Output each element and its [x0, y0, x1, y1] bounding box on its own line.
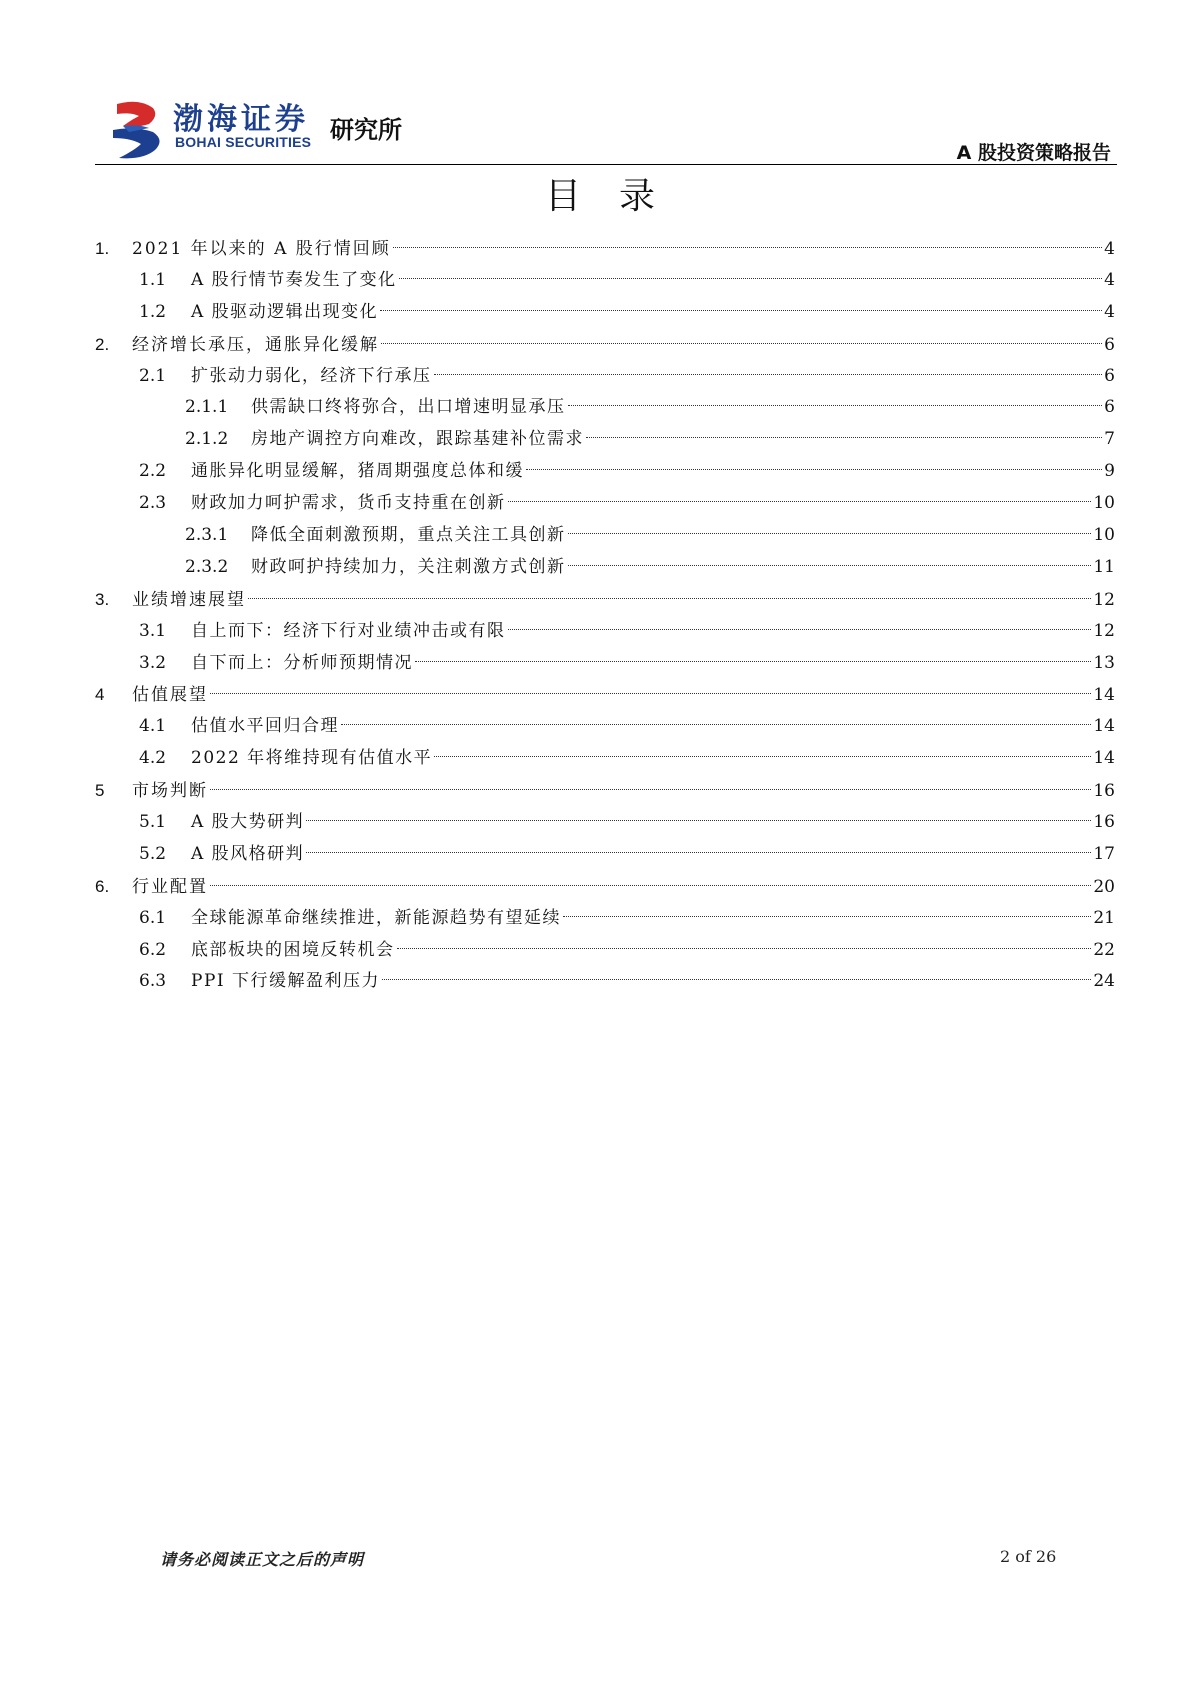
- toc-entry-title: 业绩增速展望: [132, 589, 246, 610]
- toc-leader-dots: [508, 629, 1092, 630]
- toc-leader-dots: [248, 598, 1091, 599]
- toc-leader-dots: [380, 310, 1102, 311]
- toc-entry-number: 1.1: [139, 269, 167, 290]
- toc-entry-title: 2021 年以来的 A 股行情回顾: [132, 239, 391, 259]
- toc-entry-number: 2.2: [139, 461, 167, 482]
- toc-entry[interactable]: [95, 966, 1115, 998]
- toc-leader-dots: [434, 756, 1091, 757]
- toc-entry[interactable]: [95, 297, 1115, 329]
- toc-entry-title: 房地产调控方向难改，跟踪基建补位需求: [251, 429, 584, 450]
- toc-entry[interactable]: [95, 903, 1115, 935]
- toc-entry-number: 4: [95, 685, 105, 705]
- toc-leader-dots: [526, 469, 1102, 470]
- brand-name-en: BOHAI SECURITIES: [175, 134, 312, 150]
- toc-entry[interactable]: [95, 520, 1115, 552]
- toc-entry[interactable]: [95, 329, 1115, 361]
- toc-entry-title: 降低全面刺激预期，重点关注工具创新: [251, 525, 566, 546]
- toc-entry-title: 经济增长承压，通胀异化缓解: [132, 334, 379, 355]
- toc-entry[interactable]: [95, 775, 1115, 807]
- toc-entry-title: 通胀异化明显缓解，猪周期强度总体和缓: [191, 461, 524, 482]
- toc-entry-number: 2.1.2: [185, 429, 229, 450]
- toc-entry[interactable]: [95, 488, 1115, 520]
- toc-entry-page: 14: [1093, 748, 1115, 769]
- brand-name-cn: 渤海证券: [173, 102, 309, 137]
- toc-entry-page: 14: [1093, 685, 1115, 706]
- toc-entry-title: A 股行情节奏发生了变化: [191, 269, 397, 290]
- toc-entry-title: 自上而下：经济下行对业绩冲击或有限: [191, 620, 506, 641]
- toc-entry-title: 供需缺口终将弥合，出口增速明显承压: [251, 397, 566, 418]
- toc-leader-dots: [393, 247, 1102, 248]
- toc-entry-number: 2.: [95, 334, 110, 354]
- toc-entry-number: 3.: [95, 589, 110, 609]
- toc-title: 目录: [544, 176, 693, 217]
- toc-entry-page: 12: [1093, 589, 1115, 610]
- toc-leader-dots: [563, 916, 1091, 917]
- toc-entry-page: 24: [1093, 971, 1115, 992]
- toc-entry-title: 自下而上：分析师预期情况: [191, 652, 413, 673]
- toc-entry-title: 估值展望: [132, 685, 208, 706]
- toc-entry-page: 4: [1104, 239, 1115, 259]
- toc-entry-number: 2.1: [139, 365, 167, 386]
- toc-entry[interactable]: [95, 265, 1115, 297]
- toc-entry[interactable]: [95, 743, 1115, 775]
- toc-entry[interactable]: [95, 648, 1115, 680]
- toc-leader-dots: [210, 885, 1091, 886]
- toc-leader-dots: [397, 948, 1092, 949]
- toc-leader-dots: [434, 374, 1103, 375]
- toc-entry-number: 2.3: [139, 493, 167, 514]
- toc-entry-page: 21: [1093, 907, 1115, 928]
- toc-entry-number: 6.1: [139, 907, 167, 928]
- toc-entry[interactable]: [95, 679, 1115, 711]
- toc-entry-page: 6: [1104, 365, 1115, 386]
- toc-entry[interactable]: [95, 711, 1115, 743]
- toc-entry-page: 16: [1093, 812, 1115, 833]
- page-number: 2 of 26: [1000, 1547, 1057, 1566]
- toc-entry[interactable]: [95, 361, 1115, 393]
- toc-leader-dots: [381, 343, 1102, 344]
- toc-entry-page: 10: [1093, 525, 1115, 546]
- toc-leader-dots: [382, 979, 1091, 980]
- toc-entry-number: 6.: [95, 876, 110, 896]
- toc-entry[interactable]: [95, 233, 1115, 265]
- toc-entry[interactable]: [95, 424, 1115, 456]
- toc-entry-title: 底部板块的困境反转机会: [191, 939, 395, 960]
- toc-entry-page: 14: [1093, 716, 1115, 737]
- toc-entry-page: 9: [1104, 461, 1115, 482]
- toc-entry-number: 5.2: [139, 843, 167, 864]
- toc-entry-page: 16: [1093, 781, 1115, 802]
- toc-entry[interactable]: [95, 616, 1115, 648]
- toc-entry-page: 6: [1104, 334, 1115, 355]
- toc-entry-title: 扩张动力弱化，经济下行承压: [191, 365, 432, 386]
- bohai-logo-icon: [109, 98, 167, 160]
- toc-entry-title: A 股风格研判: [191, 843, 305, 864]
- toc-entry-number: 3.1: [139, 620, 167, 641]
- toc-entry-number: 6.2: [139, 939, 167, 960]
- toc-entry-page: 11: [1093, 556, 1115, 577]
- report-type: A 股投资策略报告: [956, 142, 1111, 164]
- toc-entry-number: 1.: [95, 239, 110, 258]
- toc-entry[interactable]: [95, 392, 1115, 424]
- toc-leader-dots: [341, 724, 1091, 725]
- toc-entry-page: 7: [1104, 429, 1115, 450]
- toc-entry-title: 全球能源革命继续推进，新能源趋势有望延续: [191, 907, 561, 928]
- toc-entry-number: 6.3: [139, 971, 167, 992]
- toc-entry[interactable]: [95, 552, 1115, 584]
- toc-entry-page: 20: [1093, 876, 1115, 897]
- toc-entry[interactable]: [95, 807, 1115, 839]
- toc-leader-dots: [568, 533, 1092, 534]
- toc-leader-dots: [399, 278, 1102, 279]
- toc-leader-dots: [306, 852, 1091, 853]
- toc-leader-dots: [210, 789, 1091, 790]
- toc-entry-number: 5: [95, 781, 105, 801]
- toc-entry-page: 17: [1093, 843, 1115, 864]
- toc-entry-title: 财政呵护持续加力，关注刺激方式创新: [251, 556, 566, 577]
- report-header: [95, 92, 1117, 164]
- toc-entry-page: 12: [1093, 620, 1115, 641]
- toc-entry-title: 市场判断: [132, 781, 208, 802]
- toc-leader-dots: [210, 693, 1091, 694]
- toc-leader-dots: [306, 820, 1091, 821]
- toc-entry-number: 4.2: [139, 748, 167, 769]
- toc-entry-page: 10: [1093, 493, 1115, 514]
- toc-entry-page: 4: [1104, 269, 1115, 290]
- toc-leader-dots: [568, 565, 1092, 566]
- toc-entry-number: 2.1.1: [185, 397, 229, 418]
- toc-entry-title: 财政加力呵护需求，货币支持重在创新: [191, 493, 506, 514]
- toc-entry-title: 2022 年将维持现有估值水平: [191, 748, 433, 769]
- toc-entry-number: 2.3.1: [185, 525, 229, 546]
- toc-entry-number: 1.2: [139, 301, 167, 322]
- footer-disclaimer: 请务必阅读正文之后的声明: [160, 1550, 365, 1569]
- toc-entry-page: 22: [1093, 939, 1115, 960]
- toc-entry-title: PPI 下行缓解盈利压力: [191, 971, 380, 992]
- toc-entry[interactable]: [95, 584, 1115, 616]
- toc-entry[interactable]: [95, 839, 1115, 871]
- toc-leader-dots: [415, 661, 1091, 662]
- toc-entry-number: 3.2: [139, 652, 167, 673]
- toc-entry-title: 估值水平回归合理: [191, 716, 339, 737]
- toc-entry[interactable]: [95, 871, 1115, 903]
- toc-leader-dots: [568, 405, 1103, 406]
- toc-entry-number: 2.3.2: [185, 556, 229, 577]
- toc-entry-page: 13: [1093, 652, 1115, 673]
- research-institute-label: 研究所: [330, 116, 402, 144]
- toc-entry[interactable]: [95, 935, 1115, 967]
- toc-entry-title: 行业配置: [132, 876, 208, 897]
- header-divider: [95, 164, 1117, 165]
- table-of-contents: [95, 233, 1115, 998]
- toc-entry[interactable]: [95, 456, 1115, 488]
- toc-entry-title: A 股大势研判: [191, 812, 305, 833]
- toc-leader-dots: [508, 501, 1092, 502]
- toc-entry-number: 5.1: [139, 812, 167, 833]
- toc-entry-page: 6: [1104, 397, 1115, 418]
- toc-entry-title: A 股驱动逻辑出现变化: [191, 301, 379, 322]
- toc-entry-page: 4: [1104, 301, 1115, 322]
- toc-leader-dots: [586, 437, 1102, 438]
- toc-entry-number: 4.1: [139, 716, 167, 737]
